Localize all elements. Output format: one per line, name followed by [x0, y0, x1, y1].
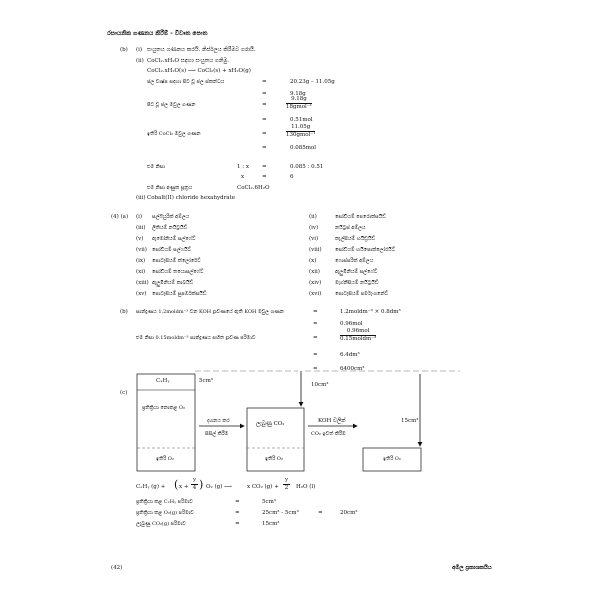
q3b-row3-value: 0.51mol — [290, 117, 313, 123]
q4b-val5: 6400cm³ — [340, 366, 365, 372]
q3b-row2-eq: = — [262, 102, 267, 108]
q3b-ratio-label: එම නිසා — [147, 164, 165, 170]
vol3-label: 15cm³ — [401, 418, 419, 424]
q4a-label: (4) (a) — [111, 214, 129, 220]
q4b-val4: 6.4dm³ — [340, 352, 360, 358]
q4b-num3: 0.96mol — [340, 329, 376, 336]
q4b-eq3: = — [313, 335, 318, 341]
q4a-right-6-text: මැග්නීසියම් නයිට්‍රයිඩ් — [335, 280, 379, 286]
q4b-den3: 0.15moldm⁻³ — [340, 335, 377, 342]
q3b-ratio-val: 0.085 : 0.51 — [290, 164, 324, 170]
box1-top-label: CₓHᵧ — [156, 378, 170, 384]
q4c-row0-val: 5cm³ — [262, 499, 276, 505]
q4c-row2-label: ලැබුණු CO₂(g) පරිමාව — [136, 521, 186, 527]
q3b-row0-value: 20.23g – 11.05g — [290, 79, 335, 85]
q4a-left-1-num: (iii) — [136, 225, 146, 231]
box1-mid-label: ප්‍රතික්‍රියා නොකළ O₂ — [142, 405, 186, 411]
q3b-x-eq: = — [262, 174, 267, 180]
box2-bottom-label: ඉතිරි O₂ — [265, 456, 283, 462]
q3b-row0-eq: = — [262, 79, 267, 85]
eq-bracket-close: ) — [199, 478, 204, 491]
eq-h2o: H₂O (l) — [296, 484, 316, 490]
q3b-row4-den: 130gmol⁻¹ — [286, 131, 316, 138]
q4a-left-6-text: ඇලුමිනියම් කාබයිඩ් — [152, 280, 194, 286]
q3b-i-label: (i) — [136, 47, 143, 53]
q4a-right-0-text: සෝඩියම් පෙරොක්සයිඩ් — [335, 214, 386, 220]
eq-coef-den: 4 — [192, 484, 197, 491]
vol1-label: 5cm³ — [199, 378, 213, 384]
q3b-x-val: 6 — [290, 174, 294, 180]
q4c-row2-val: 15cm³ — [262, 521, 280, 527]
q3b-i-text: සංයුතය ගණනය කරයි. නිර්ජලය කිරීමට ගරායි. — [147, 47, 256, 53]
eq-bracket-open: ( — [174, 478, 179, 491]
q4a-left-0-num: (i) — [136, 214, 143, 220]
q4a-left-4-num: (ix) — [136, 258, 146, 264]
q4a-right-0-num: (ii) — [309, 214, 317, 220]
eq-coef-num: y — [193, 477, 197, 483]
q3b-row5-eq: = — [262, 145, 267, 151]
q3b-row3-eq: = — [262, 117, 267, 123]
q4c-row1-val2: 20cm³ — [340, 510, 358, 516]
q3b-row2-num: 9.18g — [286, 97, 312, 104]
box1-bottom-label: ඉතිරි O₂ — [156, 456, 174, 462]
eq-h2o-fraction — [283, 478, 290, 491]
q4a-left-1-text: ලිතියම් නයිට්‍රයිඩ් — [152, 225, 188, 231]
q4a-right-2-text: කැල්සියම් හයිඩ්‍රයිඩ් — [335, 236, 376, 242]
q4a-right-5-text: ඇලුමිනියම් සල්ෆේට් — [335, 269, 378, 275]
q4a-left-3-num: (vii) — [136, 247, 147, 253]
q4a-left-2-num: (v) — [136, 236, 144, 242]
q3b-iii-text: Cobalt(II) chloride hexahydrate — [147, 195, 235, 201]
q4c-row2-eq: = — [235, 521, 240, 527]
q4a-left-5-num: (xi) — [136, 269, 146, 275]
q3b-row0-label: ජල වාෂ්ප සඳහා පිට වූ ජල ස්කන්ධය — [147, 79, 225, 85]
q4c-row1-eq2: = — [318, 510, 323, 516]
q4c-row0-label: ප්‍රතික්‍රියා කළ CₓHᵧ පරිමාව — [136, 499, 193, 505]
eq-lhs: CₓHᵧ (g) + — [136, 484, 166, 490]
q4a-left-7-num: (xv) — [136, 291, 147, 297]
footer-page-number: (42) — [111, 565, 123, 571]
q4a-left-3-text: සෝඩියම් සල්ෆයිට් — [152, 247, 192, 253]
q4a-left-0-text: සල්ෆියුරික් අම්ලය — [152, 214, 190, 220]
page-header-title: රසායනික ගණනය කිරීම් - විවෘත පොත — [107, 30, 208, 37]
eq-co2: x CO₂ (g) + — [247, 484, 279, 490]
q4b-val2: 0.96mol — [340, 321, 363, 327]
q3b-row4-eq: = — [262, 131, 267, 137]
q4a-right-3-text: සෝඩියම් හයිපොක්ලෝරයිට් — [335, 247, 396, 253]
q4a-right-2-num: (vi) — [309, 236, 319, 242]
q4b-val1: 1.2moldm⁻³ × 0.8dm³ — [340, 309, 401, 315]
q3b-row4-num: 11.05g — [286, 125, 315, 132]
box3-bottom-label: ඉතිරි O₂ — [383, 456, 401, 462]
q4b-eq4: = — [313, 352, 318, 358]
eq-h2o-num: y — [285, 477, 289, 483]
q3b-reaction: CoCl₂.xH₂O(s) ⟶ CoCl₂(s) + xH₂O(g) — [147, 68, 251, 74]
q3b-row1-eq: = — [262, 91, 267, 97]
q3b-x-lhs: x — [241, 174, 245, 180]
q4a-left-5-text: සෝඩියම් තයොසල්ෆේට් — [152, 269, 204, 275]
eq-h2o-den: 2 — [284, 484, 289, 491]
q4a-right-3-num: (viii) — [309, 247, 322, 253]
q3b-ratio-eq: = — [262, 164, 267, 170]
eq-o2: O₂ (g) ⟶ — [206, 484, 232, 490]
q4a-left-7-text: පොටෑසියම් සුපර්ඔක්සයිඩ් — [152, 291, 207, 297]
q4a-left-4-text: පොටෑසියම් ක්ලෝරේට් — [152, 258, 201, 264]
box2-mid-label: ලැබුණු CO₂ — [256, 421, 285, 427]
q4a-right-4-text: ෆොස්පරික් අම්ලය — [335, 258, 374, 264]
q3b-row2-den: 18gmol⁻¹ — [286, 103, 312, 110]
q4b-line2: එම නිසා 0.15moldm⁻³ සාන්ද්‍රණය සහිත ද්‍රාවණ පරිමාව — [136, 335, 256, 341]
q4b-eq2: = — [313, 321, 318, 327]
q4a-right-7-text: පොටෑසියම් පර්මැංගනේට් — [335, 291, 389, 297]
q3b-row1-value: 9.18g — [290, 91, 306, 97]
q3b-row5-value: 0.085mol — [290, 145, 317, 151]
q3b-ratio-lhs: 1 : x — [237, 164, 249, 170]
q4c-row0-eq: = — [235, 499, 240, 505]
q4c-row1-label: ප්‍රතික්‍රියා කළ O₂(g) පරිමාව — [136, 510, 194, 516]
q4c-row1-val: 25cm³ - 5cm³ — [262, 510, 299, 516]
q4a-right-1-text: නයිට්‍රස් අම්ලය — [335, 225, 366, 231]
q4a-right-7-num: (xvi) — [309, 291, 322, 297]
eq-coef-pre: x + — [179, 484, 189, 490]
q4a-left-2-text: ඇමෝනියම් සල්ෆේට් — [152, 236, 196, 242]
q4a-right-1-num: (iv) — [309, 225, 319, 231]
q4b-label: (b) — [120, 309, 128, 315]
q4a-right-4-num: (x) — [309, 258, 317, 264]
q3b-row2-label: පිට වූ ජල මවුල ගණන — [147, 102, 196, 108]
q4b-eq5: = — [313, 366, 318, 372]
footer-publisher: අමිල ප්‍රකාශකයිය — [452, 565, 492, 571]
q3b-formula-label: එම නිසා අණුක සූත්‍රය — [147, 185, 193, 191]
q4c-row1-eq: = — [235, 510, 240, 516]
q4a-right-6-num: (xiv) — [309, 280, 322, 286]
q4c-label: (c) — [120, 390, 128, 396]
q3b-formula-val: CoCl₂.6H₂O — [237, 185, 270, 191]
eq-coef-fraction — [191, 478, 198, 491]
arrow2-top-label: KOH වලින් — [318, 418, 346, 424]
q4b-eq1: = — [313, 309, 318, 315]
q3b-label: (b) — [120, 47, 128, 53]
q3b-iii-label: (iii) — [136, 195, 146, 201]
arrow2-bottom-label: CO₂ ඉවත් කිරීම — [311, 431, 346, 437]
arrow1-top-label: දහනය කර — [207, 418, 230, 424]
q4a-left-6-num: (xiii) — [136, 280, 149, 286]
q3b-ii-text: CoCl₂.xH₂O සඳහා සංයුතය ගනිමු. — [147, 58, 230, 64]
arrow1-bottom-label: සිසිල් කිරීම — [205, 431, 229, 437]
q4a-right-5-num: (xii) — [309, 269, 320, 275]
q3b-ii-label: (ii) — [136, 58, 144, 64]
vol2-label: 10cm³ — [311, 382, 329, 388]
q4b-line1: සාන්ද්‍රණය 1.2moldm⁻³ වන KOH ද්‍රාවණයේ ඇති KOH මවුල ගණන — [136, 309, 284, 315]
q3b-row4-label: ඉතිරි CoCl₂ මවුල ගණන — [147, 131, 201, 137]
